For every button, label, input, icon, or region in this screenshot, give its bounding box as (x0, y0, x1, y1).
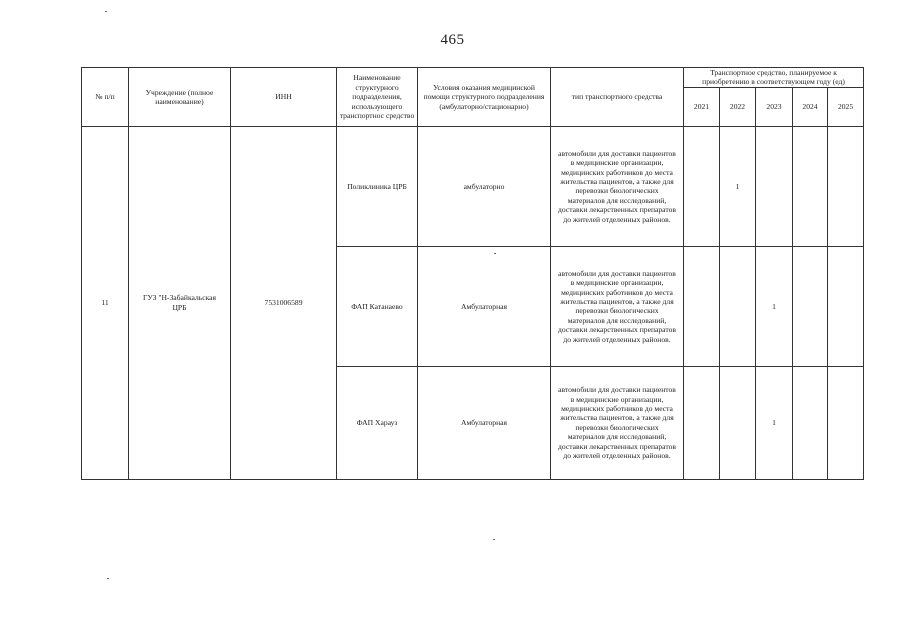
header-year-2025: 2025 (828, 87, 864, 126)
cell-2022 (720, 366, 756, 479)
cell-2024 (793, 366, 828, 479)
header-conditions: Условия оказания медицинской помощи структурного подразделения (амбулаторно/стационарно) (418, 68, 551, 127)
cell-2025 (828, 366, 864, 479)
table-row (82, 126, 864, 246)
scan-speck (105, 11, 107, 12)
cell-inn: 7531006589 (231, 126, 337, 479)
cell-subdivision: ФАП Катанаево (337, 246, 418, 366)
scan-speck (493, 539, 495, 540)
header-year-2022: 2022 (720, 87, 756, 126)
header-inn: ИНН (231, 68, 337, 127)
cell-2021 (684, 126, 720, 246)
header-num: № п/п (82, 68, 129, 127)
cell-2022: 1 (720, 126, 756, 246)
header-year-2023: 2023 (756, 87, 793, 126)
cell-2025 (828, 126, 864, 246)
cell-2025 (828, 246, 864, 366)
header-planned-group: Транспортное средство, планируемое к приобретению в соответствующем году (ед) (684, 68, 864, 88)
header-row-1 (82, 68, 864, 88)
header-institution: Учреждение (полное наименование) (129, 68, 231, 127)
page-number: 465 (440, 32, 465, 48)
cell-institution: ГУЗ "Н-Забайкальская ЦРБ (129, 126, 231, 479)
cell-subdivision: ФАП Харауз (337, 366, 418, 479)
cell-vehicle-type: автомобили для доставки пациентов в медицинские организации, медицинских работников до места жительства пациентов, а также для перевозки биологических материалов для исследований, доставки лекарственных препаратов до жителей отделенных районов. (551, 366, 684, 479)
header-subdivision: Наименование структурного подразделения, использующего транспортнос средство (337, 68, 418, 127)
scan-speck (107, 578, 109, 579)
cell-2021 (684, 366, 720, 479)
cell-conditions: Амбулаторная (418, 246, 551, 366)
cell-2024 (793, 126, 828, 246)
scan-speck (494, 253, 496, 254)
cell-2023 (756, 126, 793, 246)
header-year-2021: 2021 (684, 87, 720, 126)
cell-2022 (720, 246, 756, 366)
header-vehicle-type: тип транспортного средства (551, 68, 684, 127)
cell-2021 (684, 246, 720, 366)
vehicle-plan-table (81, 67, 864, 480)
cell-2023: 1 (756, 246, 793, 366)
cell-2024 (793, 246, 828, 366)
cell-conditions: амбулаторно (418, 126, 551, 246)
header-year-2024: 2024 (793, 87, 828, 126)
cell-2023: 1 (756, 366, 793, 479)
cell-conditions: Амбулаторная (418, 366, 551, 479)
cell-num: 11 (82, 126, 129, 479)
cell-subdivision: Поликлиника ЦРБ (337, 126, 418, 246)
cell-vehicle-type: автомобили для доставки пациентов в медицинские организации, медицинских работников до места жительства пациентов, а также для перевозки биологических материалов для исследований, доставки лекарственных препаратов до жителей отделенных районов. (551, 246, 684, 366)
cell-vehicle-type: автомобили для доставки пациентов в медицинские организации, медицинских работников до места жительства пациентов, а также для перевозки биологических материалов для исследований, доставки лекарственных препаратов до жителей отделенных районов. (551, 126, 684, 246)
